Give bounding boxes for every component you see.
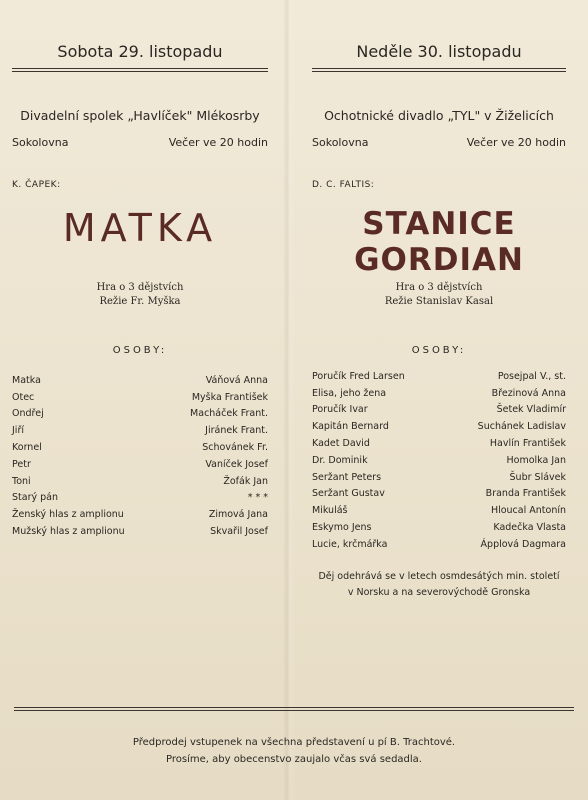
actor: Váňová Anna (205, 374, 268, 386)
actor: Žofák Jan (223, 475, 268, 487)
play-title: MATKA (62, 206, 218, 250)
venue-row (312, 136, 566, 149)
actor: Posejpal V., st. (497, 370, 566, 382)
divider (12, 68, 268, 72)
divider (312, 68, 566, 72)
cast-row (12, 506, 268, 523)
cast-row (12, 473, 268, 490)
note-line: Děj odehrává se v letech osmdesátých min. století (318, 571, 560, 582)
date-heading: Neděle 30. listopadu (356, 42, 522, 61)
cast-row (312, 385, 566, 402)
actor: Skvařil Josef (210, 526, 268, 538)
date-heading: Sobota 29. listopadu (57, 42, 223, 61)
role: Poručík Ivar (312, 404, 368, 416)
role: Jiří (12, 425, 24, 437)
role: Elisa, jeho žena (312, 387, 387, 399)
cast-row (12, 456, 268, 473)
presale-note: Předprodej vstupenek na všechna představení u pí B. Trachtové. (132, 737, 456, 748)
role: Mikuláš (312, 505, 348, 517)
role: Petr (12, 458, 31, 470)
role: Poručík Fred Larsen (312, 370, 405, 382)
acts-line: Hra o 3 dějstvích (395, 282, 483, 293)
director-line: Režie Fr. Myška (99, 296, 181, 307)
cast-row (312, 435, 566, 452)
cast-row (312, 536, 566, 553)
company-name: Divadelní spolek „Havlíček" Mlékosrby (20, 108, 260, 123)
role: Eskymo Jens (312, 522, 372, 534)
actor: Branda František (485, 488, 566, 500)
actor: Březinová Anna (491, 387, 566, 399)
actor: Ápplová Dagmara (480, 538, 566, 550)
role: Matka (12, 374, 41, 386)
author: D. C. FALTIS: (312, 180, 375, 190)
role: Toni (12, 475, 31, 487)
actor: Havlín František (489, 438, 566, 450)
cast-row (12, 439, 268, 456)
cast-row (312, 502, 566, 519)
role: Starý pán (12, 492, 58, 504)
actor: Šetek Vladimír (496, 404, 566, 416)
cast-heading: OSOBY: (112, 345, 168, 356)
actor: Macháček Frant. (190, 408, 268, 420)
actor: Myška František (191, 391, 268, 403)
note-line: v Norsku a na severovýchodě Gronska (347, 587, 531, 598)
cast-row (12, 372, 268, 389)
play-title: STANICE GORDIAN (354, 206, 524, 278)
author: K. ČAPEK: (12, 180, 61, 190)
venue: Sokolovna (12, 136, 69, 149)
actor: Suchánek Ladislav (477, 421, 566, 433)
role: Kadet David (312, 438, 370, 450)
role: Otec (12, 391, 35, 403)
role: Seržant Gustav (312, 488, 385, 500)
cast-row (312, 519, 566, 536)
footer (14, 734, 574, 768)
actor: Šubr Slávek (509, 471, 566, 483)
cast-row (12, 523, 268, 540)
cast-list (12, 372, 268, 540)
role: Kornel (12, 442, 42, 454)
cast-heading: OSOBY: (411, 345, 467, 356)
cast-row (12, 389, 268, 406)
cast-row (312, 368, 566, 385)
play-info (10, 281, 270, 309)
role: Mužský hlas z amplionu (12, 526, 125, 538)
cast-row (12, 422, 268, 439)
actor: Jiránek Frant. (205, 425, 268, 437)
company-name: Ochotnické divadlo „TYL" v Žiželicích (324, 108, 554, 123)
actor: Schovánek Fr. (202, 442, 268, 454)
cast-row (312, 486, 566, 503)
actor: * * * (247, 492, 268, 504)
acts-line: Hra o 3 dějstvích (96, 282, 184, 293)
footer-divider (14, 707, 574, 711)
show-time: Večer ve 20 hodin (168, 136, 268, 149)
cast-list (312, 368, 566, 553)
seating-note: Prosíme, aby obecenstvo zaujalo včas svá sedadla. (166, 754, 422, 765)
play-info (310, 281, 568, 309)
setting-note (310, 569, 568, 601)
actor: Kadečka Vlasta (493, 522, 566, 534)
cast-row (312, 469, 566, 486)
role: Seržant Peters (312, 471, 382, 483)
show-time: Večer ve 20 hodin (466, 136, 566, 149)
role: Dr. Dominik (312, 454, 368, 466)
director-line: Režie Stanislav Kasal (384, 296, 494, 307)
actor: Homolka Jan (506, 454, 566, 466)
cast-row (12, 406, 268, 423)
role: Ondřej (12, 408, 44, 420)
venue: Sokolovna (312, 136, 369, 149)
cast-row (312, 452, 566, 469)
cast-row (312, 402, 566, 419)
venue-row (12, 136, 268, 149)
role: Kapitán Bernard (312, 421, 389, 433)
cast-row (12, 490, 268, 507)
actor: Vaníček Josef (205, 458, 268, 470)
actor: Zimová Jana (208, 509, 268, 521)
actor: Hloucal Antonín (490, 505, 566, 517)
cast-row (312, 418, 566, 435)
role: Ženský hlas z amplionu (12, 509, 124, 521)
role: Lucie, krčmářka (312, 538, 388, 550)
